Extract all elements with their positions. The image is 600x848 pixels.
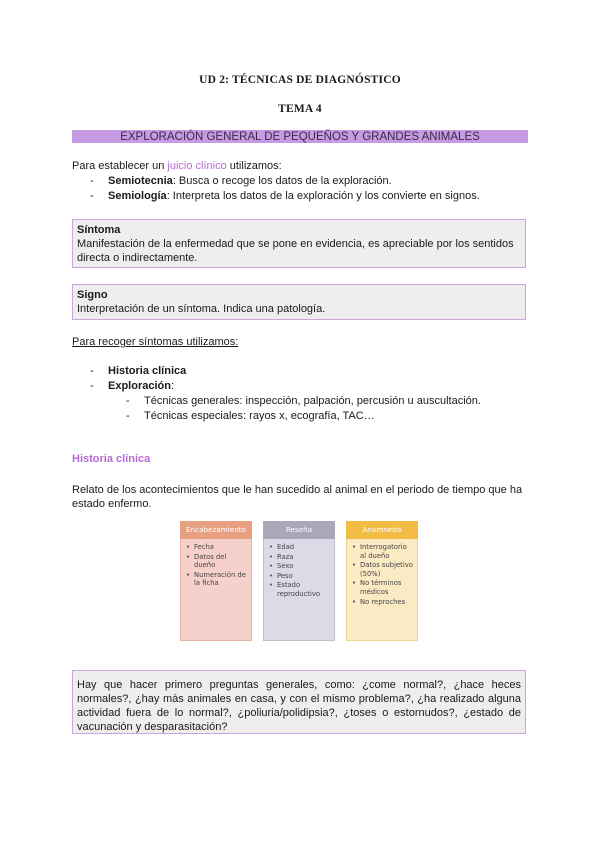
dash-bullet: - xyxy=(90,365,94,377)
card-title: Anamnesis xyxy=(346,521,418,539)
intro-item-text: : Interpreta los datos de la exploración y los convierte en signos. xyxy=(166,190,480,202)
card-item: • No reproches xyxy=(352,598,414,607)
sintoma-box xyxy=(72,219,526,268)
card-item: • No términos médicos xyxy=(352,579,414,596)
recoger-heading: Para recoger síntomas utilizamos: xyxy=(72,336,239,348)
recoger-item-label: Historia clínica xyxy=(108,365,187,377)
signo-title: Signo xyxy=(77,289,108,301)
card-title: Reseña xyxy=(263,521,335,539)
recoger-item-label: Exploración xyxy=(108,380,171,392)
intro-highlight: juicio clínico xyxy=(167,160,227,172)
dash-bullet: - xyxy=(90,190,94,202)
card-item: • Datos subjetivo (50%) xyxy=(352,561,414,578)
dash-bullet: - xyxy=(90,380,94,392)
section-banner: EXPLORACIÓN GENERAL DE PEQUEÑOS Y GRANDES ANIMALES xyxy=(72,130,528,143)
card-item: • Edad xyxy=(269,543,331,552)
intro-item-1 xyxy=(72,174,392,189)
card-item: • Sexo xyxy=(269,562,331,571)
intro-item-term: Semiotecnia xyxy=(108,175,173,187)
card-item: • Datos del dueño xyxy=(186,553,248,570)
intro-item-text: : Busca o recoge los datos de la exploración. xyxy=(172,175,392,187)
dash-bullet: - xyxy=(126,410,130,422)
intro-prefix: Para establecer un xyxy=(72,160,168,172)
historia-title: Historia clínica xyxy=(72,453,151,465)
recoger-subitem-1 xyxy=(126,394,481,409)
recoger-subitem-2 xyxy=(126,409,375,424)
card-title: Encabezamiento xyxy=(180,521,252,539)
signo-box xyxy=(72,284,526,320)
recoger-item-suffix: : xyxy=(170,380,175,392)
recoger-item-1 xyxy=(72,364,186,379)
signo-text: Interpretación de un síntoma. Indica una patología. xyxy=(77,303,326,315)
intro-item-term: Semiología xyxy=(108,190,167,202)
recoger-item-2 xyxy=(72,379,174,394)
dash-bullet: - xyxy=(90,175,94,187)
questions-box: Hay que hacer primero preguntas generales, como: ¿come normal?, ¿hace heces normales?, ¿hay más animales en casa, y con el mismo problema?, ¿ha realizado alguna actividad fuera de lo normal?, ¿poliuria/polidipsia?, ¿toses o estornudos?, ¿estado de vacunación y desparasitación? xyxy=(72,670,526,734)
recoger-subitem-text: Técnicas especiales: rayos x, ecografía, TAC… xyxy=(144,410,375,422)
dash-bullet: - xyxy=(126,395,130,407)
card-resena xyxy=(263,521,335,641)
card-item: • Fecha xyxy=(186,543,248,552)
recoger-subitem-text: Técnicas generales: inspección, palpación, percusión u auscultación. xyxy=(144,395,481,407)
card-body xyxy=(263,539,335,641)
card-anamnesis xyxy=(346,521,418,641)
card-item: • Interrogatorio al dueño xyxy=(352,543,414,560)
unit-title: UD 2: TÉCNICAS DE DIAGNÓSTICO xyxy=(199,74,401,86)
card-item: • Numeración de la ficha xyxy=(186,571,248,588)
sintoma-title: Síntoma xyxy=(77,224,121,236)
card-item: • Estado reproductivo xyxy=(269,581,331,598)
tema-title: TEMA 4 xyxy=(278,103,322,115)
intro-suffix: utilizamos: xyxy=(226,160,282,172)
intro-line xyxy=(72,159,282,173)
card-body xyxy=(346,539,418,641)
historia-text: Relato de los acontecimientos que le han sucedido al animal en el periodo de tiempo que ha estado enfermo. xyxy=(72,484,523,510)
sintoma-text: Manifestación de la enfermedad que se pone en evidencia, es apreciable por los sentidos directa o indirectamente. xyxy=(77,238,514,264)
card-item: • Peso xyxy=(269,572,331,581)
intro-item-2 xyxy=(72,189,480,204)
card-body xyxy=(180,539,252,641)
card-encabezamiento xyxy=(180,521,252,641)
card-item: • Raza xyxy=(269,553,331,562)
